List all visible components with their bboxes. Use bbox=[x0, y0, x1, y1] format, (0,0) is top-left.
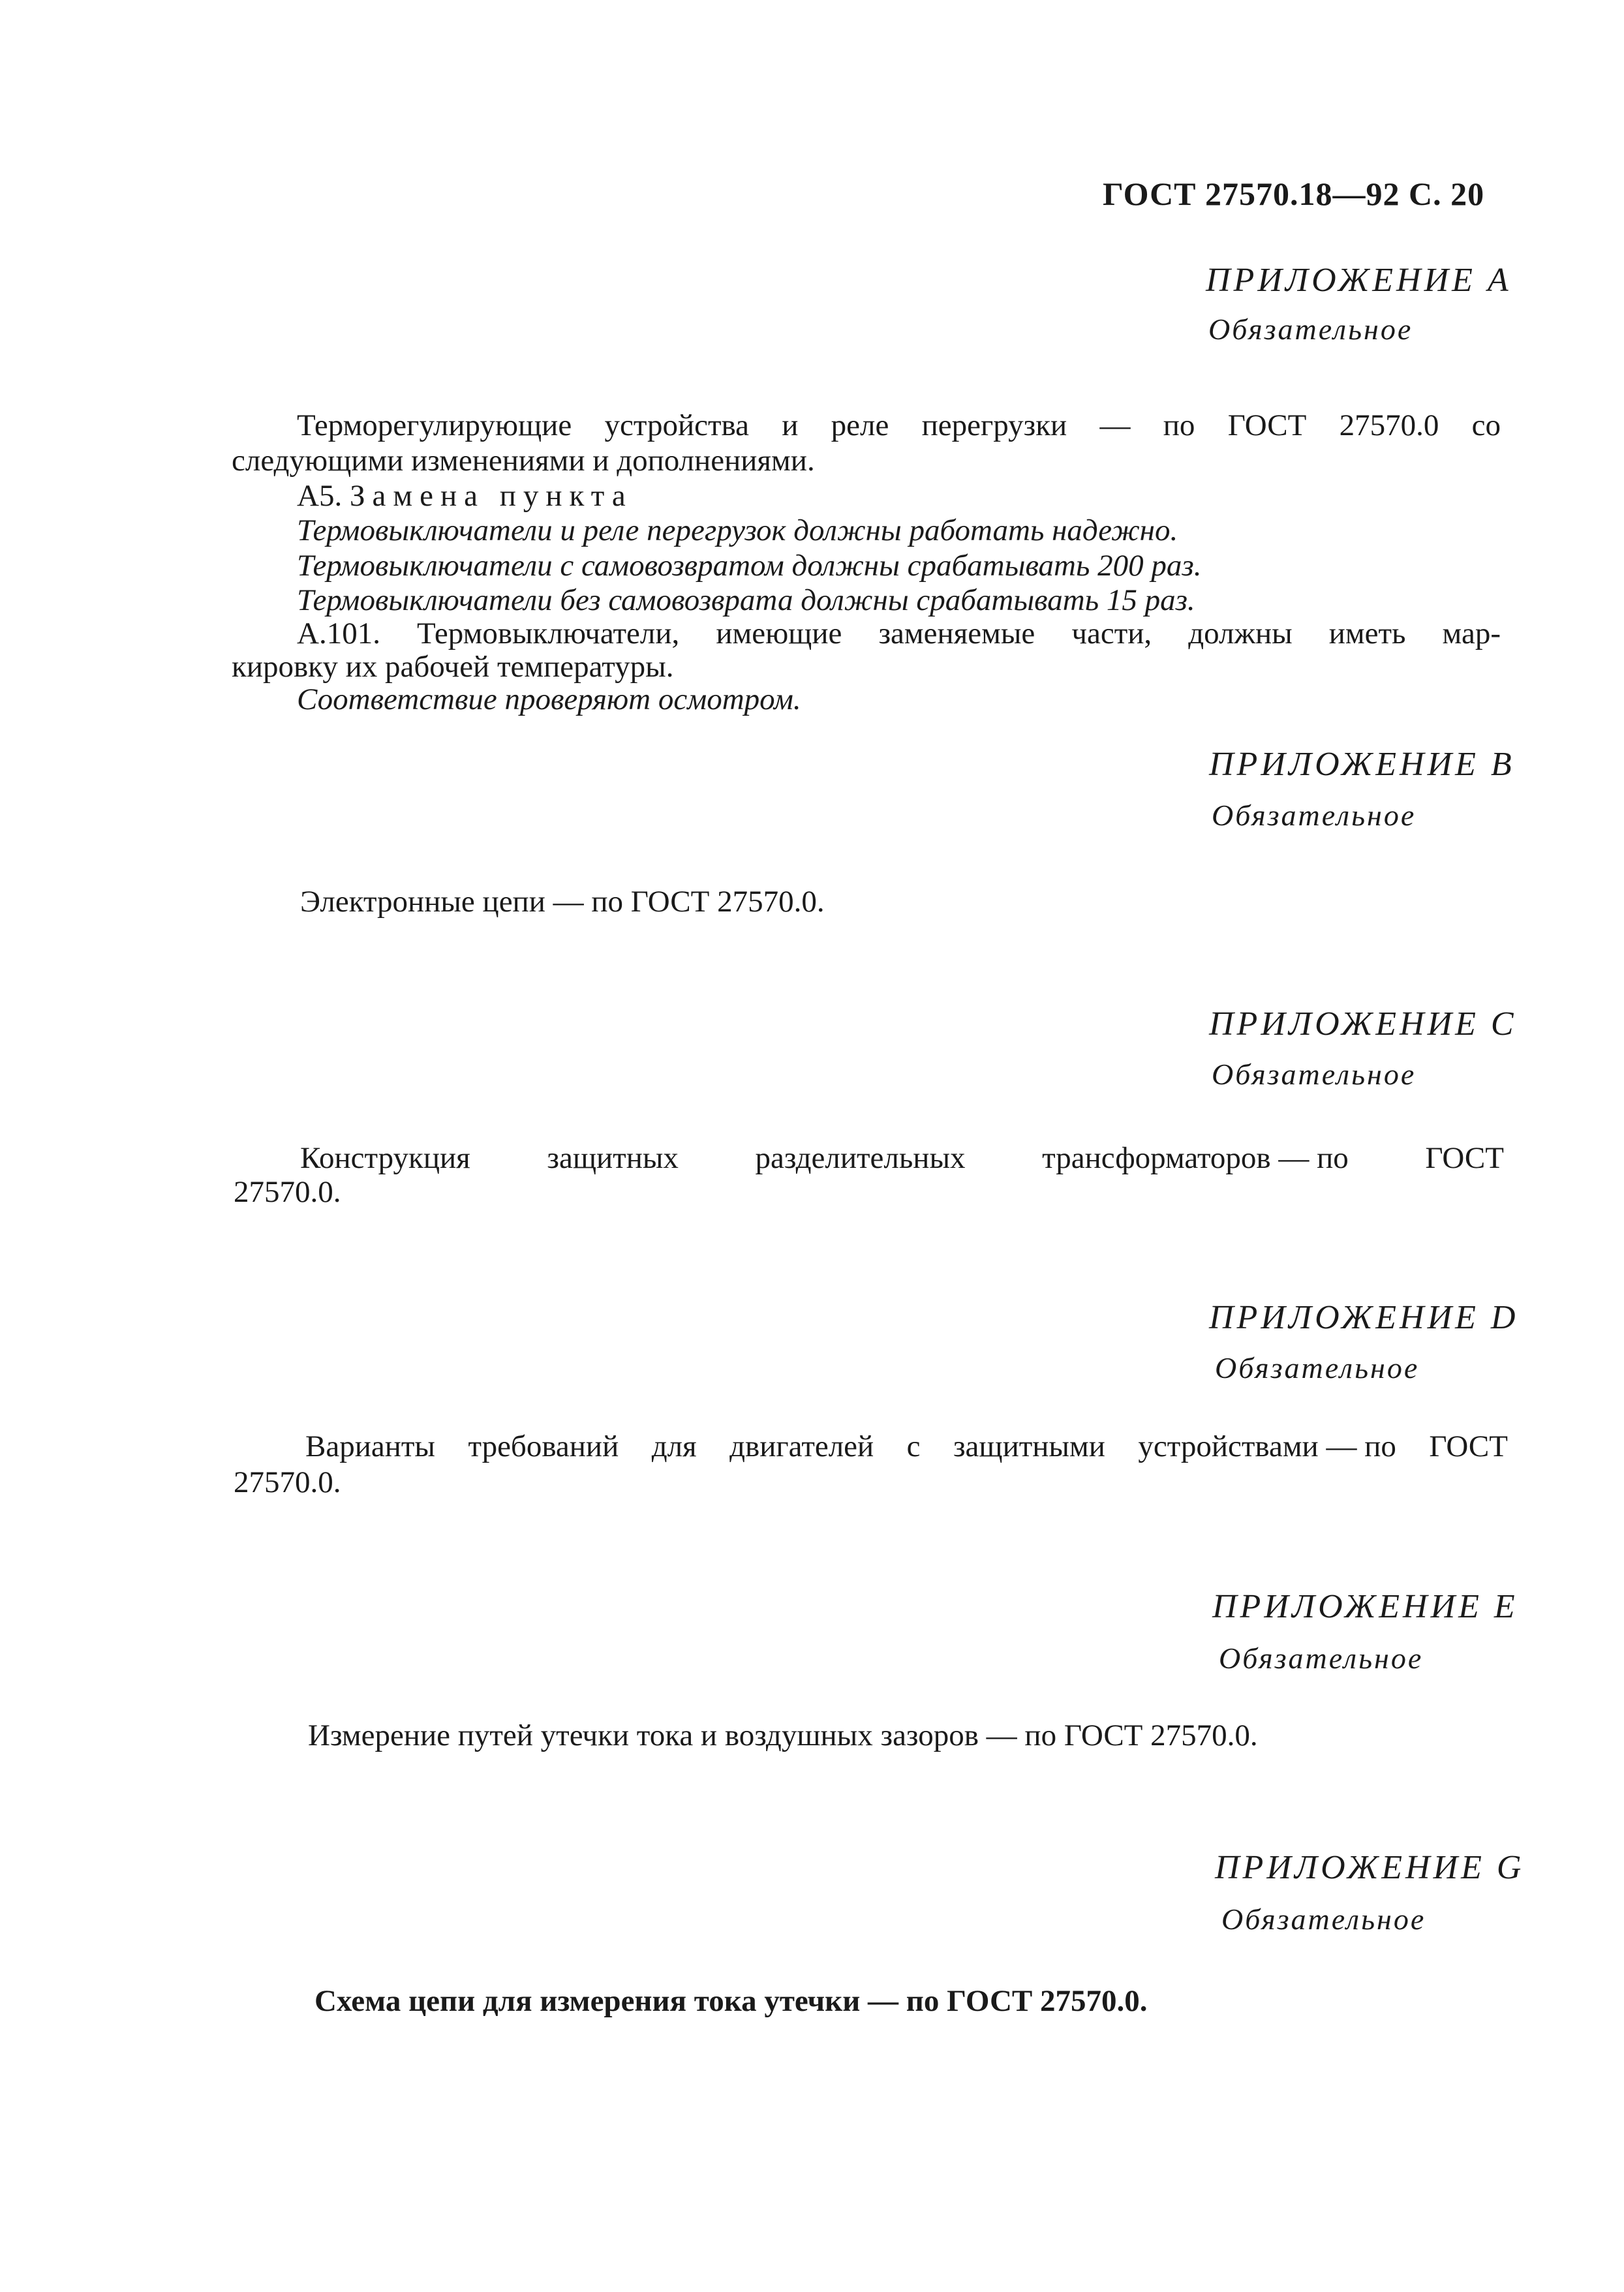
word: со bbox=[1471, 408, 1501, 442]
appendix-g-title: ПРИЛОЖЕНИЕ G bbox=[1215, 1849, 1525, 1886]
word: двигателей bbox=[729, 1429, 874, 1463]
appendix-d-line1 bbox=[305, 1429, 1508, 1464]
appendix-a-a5-heading bbox=[297, 478, 633, 513]
a5-label: Замена пункта bbox=[349, 479, 633, 513]
appendix-a-a101-line2: кировку их рабочей температуры. bbox=[232, 650, 674, 684]
word: по bbox=[1163, 408, 1195, 442]
appendix-d-line2: 27570.0. bbox=[234, 1465, 341, 1499]
appendix-a-para1-line2: следующими изменениями и дополнениями. bbox=[232, 444, 815, 478]
word: иметь bbox=[1328, 617, 1406, 650]
word: Термовыключатели, bbox=[417, 617, 680, 650]
a5-number: А5. bbox=[297, 479, 343, 513]
appendix-g-text: Схема цепи для измерения тока утечки — по ГОСТ 27570.0. bbox=[314, 1984, 1148, 2018]
appendix-c-line2: 27570.0. bbox=[234, 1175, 341, 1209]
word: Варианты bbox=[305, 1429, 435, 1463]
word: трансформаторов — по bbox=[1042, 1141, 1349, 1175]
word: имеющие bbox=[716, 617, 842, 650]
word: перегрузки bbox=[921, 408, 1067, 442]
appendix-e-status: Обязательное bbox=[1219, 1642, 1424, 1675]
appendix-a-a101-check: Соответствие проверяют осмотром. bbox=[297, 682, 801, 716]
word: А.101. bbox=[297, 617, 380, 650]
appendix-c-line1 bbox=[300, 1140, 1504, 1176]
appendix-g-status: Обязательное bbox=[1221, 1902, 1426, 1936]
appendix-d-status: Обязательное bbox=[1215, 1351, 1420, 1384]
document-header: ГОСТ 27570.18—92 С. 20 bbox=[1103, 176, 1485, 212]
appendix-a-a101-line1 bbox=[297, 616, 1501, 651]
word: Терморегулирующие bbox=[297, 408, 572, 442]
appendix-b-title: ПРИЛОЖЕНИЕ В bbox=[1209, 746, 1515, 783]
word: защитными bbox=[953, 1429, 1105, 1463]
appendix-a-title: ПРИЛОЖЕНИЕ А bbox=[1206, 262, 1512, 299]
word: разделительных bbox=[755, 1141, 966, 1175]
word: и bbox=[782, 408, 799, 442]
word: части, bbox=[1071, 617, 1152, 650]
word: устройства bbox=[604, 408, 749, 442]
appendix-e-title: ПРИЛОЖЕНИЕ Е bbox=[1212, 1588, 1518, 1625]
word: мар- bbox=[1442, 617, 1501, 650]
word: заменяемые bbox=[878, 617, 1035, 650]
word: для bbox=[651, 1429, 697, 1463]
word: ГОСТ bbox=[1429, 1429, 1508, 1463]
word: защитных bbox=[547, 1141, 679, 1175]
appendix-c-title: ПРИЛОЖЕНИЕ С bbox=[1209, 1005, 1517, 1043]
appendix-d-title: ПРИЛОЖЕНИЕ D bbox=[1209, 1299, 1519, 1336]
appendix-a-status: Обязательное bbox=[1208, 313, 1413, 346]
word: реле bbox=[831, 408, 889, 442]
appendix-a-a5-line2: Термовыключатели с самовозвратом должны срабатывать 200 раз. bbox=[297, 549, 1202, 583]
word: должны bbox=[1188, 617, 1293, 650]
word: с bbox=[906, 1429, 921, 1463]
word: Конструкция bbox=[300, 1141, 470, 1175]
word: требований bbox=[468, 1429, 619, 1463]
word: 27570.0 bbox=[1339, 408, 1439, 442]
word: устройствами — по bbox=[1138, 1429, 1396, 1463]
appendix-e-text: Измерение путей утечки тока и воздушных зазоров — по ГОСТ 27570.0. bbox=[308, 1719, 1258, 1752]
appendix-c-status: Обязательное bbox=[1212, 1058, 1417, 1091]
appendix-a-a5-line3: Термовыключатели без самовозврата должны срабатывать 15 раз. bbox=[297, 583, 1195, 617]
appendix-b-status: Обязательное bbox=[1212, 799, 1417, 832]
appendix-a-a5-line1: Термовыключатели и реле перегрузок должны работать надежно. bbox=[297, 513, 1178, 547]
appendix-b-text: Электронные цепи — по ГОСТ 27570.0. bbox=[300, 885, 825, 919]
word: ГОСТ bbox=[1227, 408, 1307, 442]
word: ГОСТ bbox=[1425, 1141, 1504, 1175]
word: — bbox=[1099, 408, 1131, 442]
appendix-a-para1-line1 bbox=[297, 408, 1501, 443]
